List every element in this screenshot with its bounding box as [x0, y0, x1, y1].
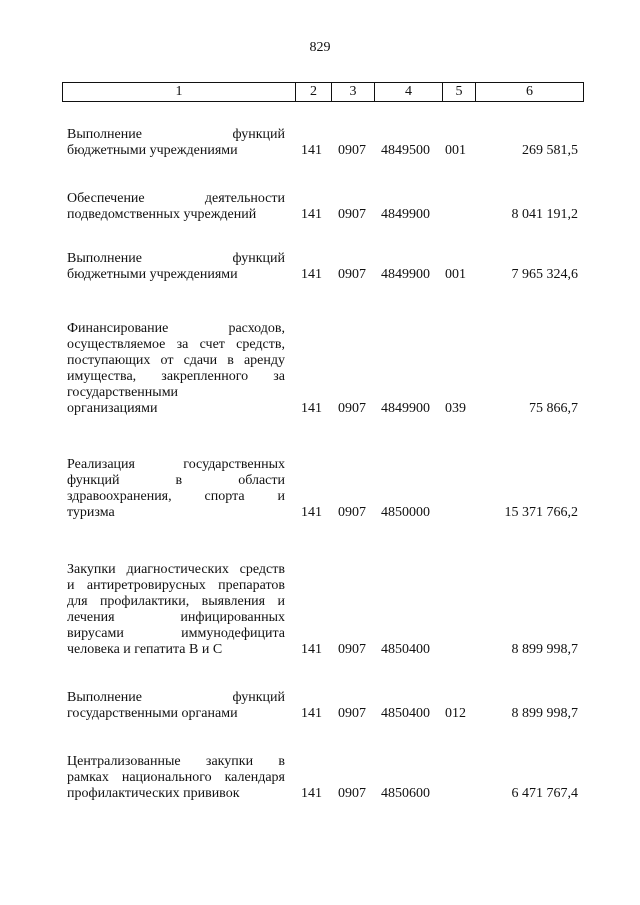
description-line: рамках национального календаря — [67, 770, 285, 785]
cell-glava: 141 — [301, 207, 322, 222]
cell-section: 0907 — [338, 207, 366, 222]
header-col-1: 1 — [63, 83, 296, 101]
row-description — [67, 754, 285, 802]
description-line: подведомственных учреждений — [67, 207, 257, 222]
description-line: осуществляемое за счет средств, — [67, 337, 285, 352]
cell-expense-type: 012 — [445, 706, 466, 721]
description-line: и антиретровирусных препаратов — [67, 578, 285, 593]
header-col-5: 5 — [443, 83, 476, 101]
row-description — [67, 562, 285, 658]
description-line: человека и гепатита В и С — [67, 642, 223, 657]
cell-target-article: 4849500 — [381, 143, 430, 158]
cell-target-article: 4849900 — [381, 267, 430, 282]
description-line: Выполнение функций — [67, 690, 285, 705]
cell-expense-type: 001 — [445, 143, 466, 158]
description-line: Реализация государственных — [67, 457, 285, 472]
cell-amount: 15 371 766,2 — [504, 505, 578, 520]
cell-glava: 141 — [301, 706, 322, 721]
description-line: вирусами иммунодефицита — [67, 626, 285, 641]
row-description — [67, 127, 285, 159]
cell-section: 0907 — [338, 401, 366, 416]
description-line: бюджетными учреждениями — [67, 143, 238, 158]
description-line: государственными — [67, 385, 179, 400]
header-col-6: 6 — [526, 84, 533, 99]
cell-glava: 141 — [301, 505, 322, 520]
cell-target-article: 4849900 — [381, 207, 430, 222]
cell-target-article: 4850600 — [381, 786, 430, 801]
cell-section: 0907 — [338, 706, 366, 721]
description-line: Закупки диагностических средств — [67, 562, 285, 577]
cell-target-article: 4850000 — [381, 505, 430, 520]
description-line: поступающих от сдачи в аренду — [67, 353, 285, 368]
page-number: 829 — [309, 40, 331, 55]
cell-target-article: 4849900 — [381, 401, 430, 416]
description-line: функций в области — [67, 473, 285, 488]
description-line: здравоохранения, спорта и — [67, 489, 285, 504]
description-line: Выполнение функций — [67, 127, 285, 142]
description-line: туризма — [67, 505, 115, 520]
description-line: имущества, закрепленного за — [67, 369, 285, 384]
cell-expense-type: 001 — [445, 267, 466, 282]
cell-amount: 8 899 998,7 — [511, 706, 578, 721]
description-line: Выполнение функций — [67, 251, 285, 266]
header-col-3: 3 — [332, 83, 375, 101]
header-col-2: 2 — [296, 83, 332, 101]
table-header — [62, 82, 584, 102]
cell-section: 0907 — [338, 786, 366, 801]
description-line: Централизованные закупки в — [67, 754, 285, 769]
cell-section: 0907 — [338, 143, 366, 158]
description-line: государственными органами — [67, 706, 238, 721]
header-col-4: 4 — [375, 83, 443, 101]
cell-amount: 6 471 767,4 — [511, 786, 578, 801]
cell-amount: 8 041 191,2 — [511, 207, 578, 222]
cell-glava: 141 — [301, 267, 322, 282]
description-line: организациями — [67, 401, 158, 416]
cell-expense-type: 039 — [445, 401, 466, 416]
row-description — [67, 321, 285, 417]
cell-amount: 269 581,5 — [522, 143, 578, 158]
cell-glava: 141 — [301, 143, 322, 158]
row-description — [67, 251, 285, 283]
cell-target-article: 4850400 — [381, 642, 430, 657]
cell-glava: 141 — [301, 642, 322, 657]
cell-section: 0907 — [338, 642, 366, 657]
cell-section: 0907 — [338, 505, 366, 520]
cell-glava: 141 — [301, 401, 322, 416]
description-line: профилактических прививок — [67, 786, 240, 801]
row-description — [67, 690, 285, 722]
cell-glava: 141 — [301, 786, 322, 801]
row-description — [67, 191, 285, 223]
cell-amount: 75 866,7 — [529, 401, 578, 416]
cell-amount: 7 965 324,6 — [511, 267, 578, 282]
cell-target-article: 4850400 — [381, 706, 430, 721]
description-line: для профилактики, выявления и — [67, 594, 285, 609]
cell-section: 0907 — [338, 267, 366, 282]
description-line: Обеспечение деятельности — [67, 191, 285, 206]
description-line: Финансирование расходов, — [67, 321, 285, 336]
row-description — [67, 457, 285, 521]
cell-amount: 8 899 998,7 — [511, 642, 578, 657]
description-line: лечения инфицированных — [67, 610, 285, 625]
description-line: бюджетными учреждениями — [67, 267, 238, 282]
